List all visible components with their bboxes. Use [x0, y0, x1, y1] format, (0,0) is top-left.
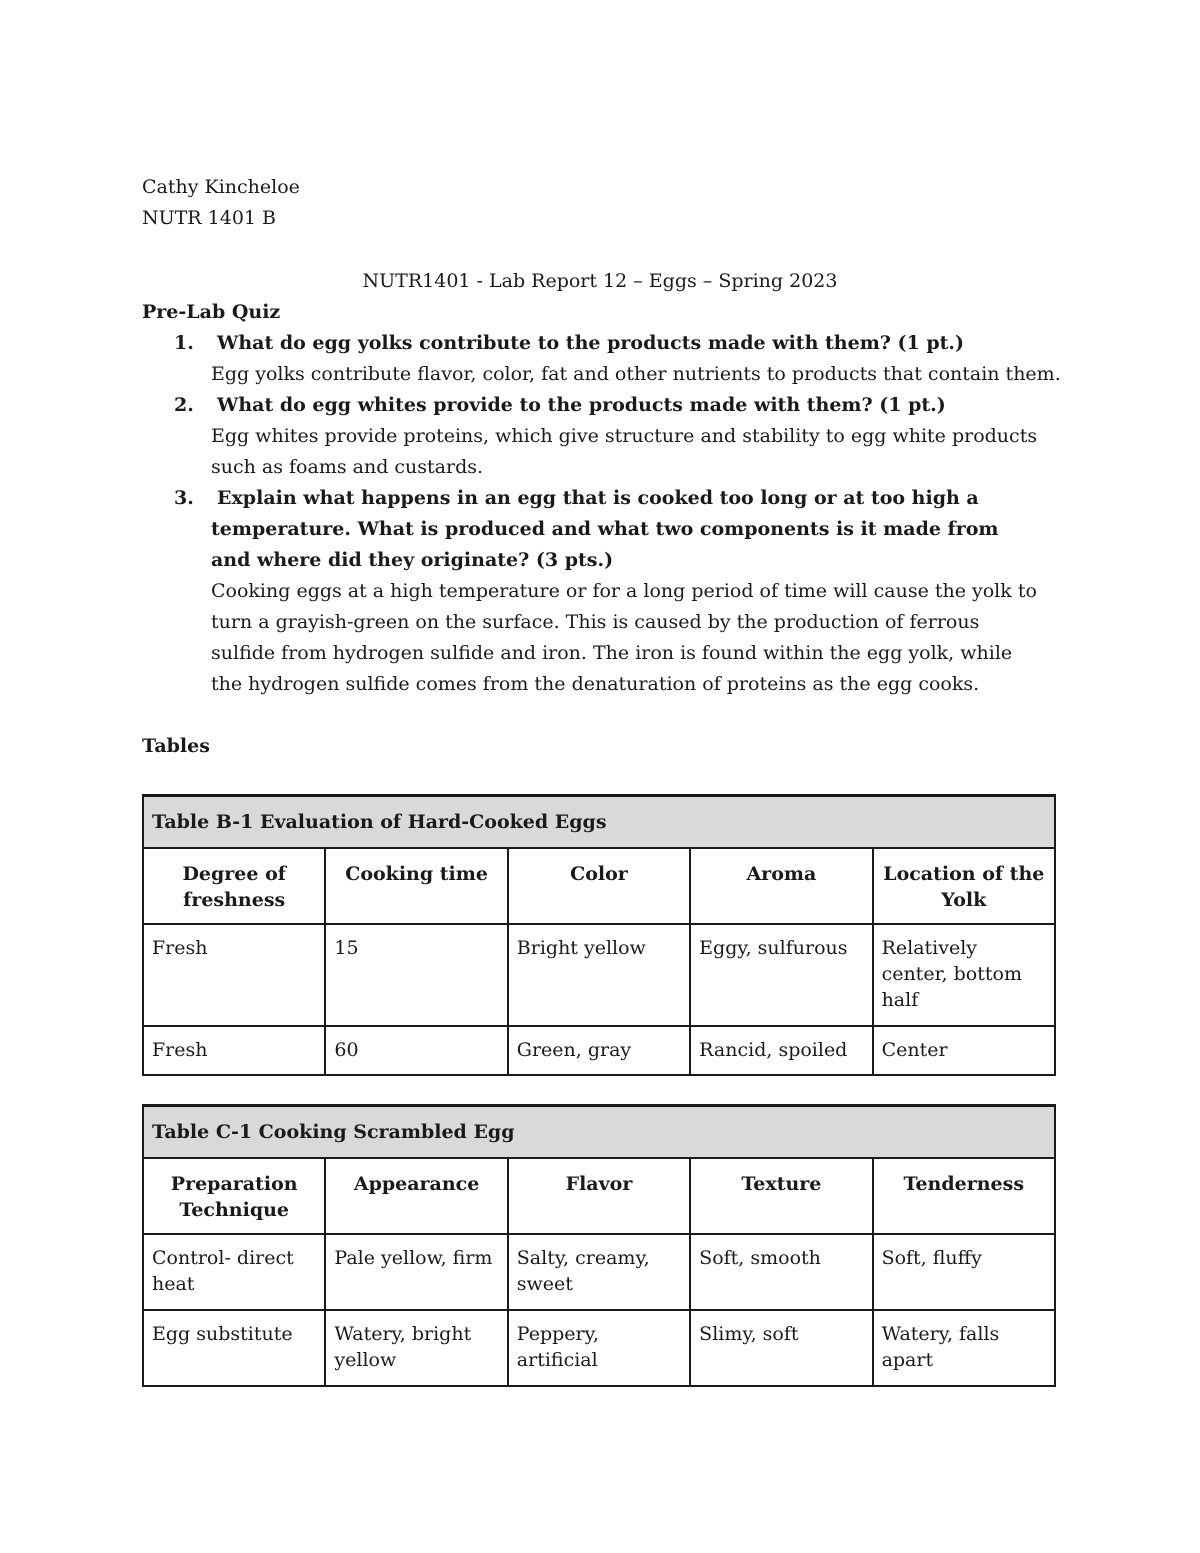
- question-1-label: What do egg yolks contribute to the products made with them? (1 pt.): [217, 332, 965, 354]
- tables-heading: Tables: [142, 735, 210, 757]
- table-cell: Pale yellow, firm: [325, 1234, 507, 1310]
- table-cell: Relatively center, bottom half: [873, 924, 1055, 1026]
- question-3-number: 3.: [174, 487, 194, 509]
- table-cell: Rancid, spoiled: [690, 1026, 872, 1075]
- table-cell: Fresh: [143, 1026, 325, 1075]
- table-cell: Egg substitute: [143, 1310, 325, 1386]
- table-cell: Center: [873, 1026, 1055, 1075]
- table-b1-header: Color: [508, 848, 690, 924]
- table-cell: Fresh: [143, 924, 325, 1026]
- question-1-text: [211, 328, 1071, 359]
- answer-1-text: Egg yolks contribute flavor, color, fat and other nutrients to products that contain them.: [211, 363, 1061, 385]
- table-c1-header: Texture: [690, 1158, 872, 1234]
- question-1-number: 1.: [174, 332, 194, 354]
- table-b1: [142, 794, 1056, 1076]
- table-cell: Salty, creamy, sweet: [508, 1234, 690, 1310]
- table-row: [143, 1234, 1055, 1310]
- table-cell: Eggy, sulfurous: [690, 924, 872, 1026]
- table-row: [143, 1310, 1055, 1386]
- table-cell: Peppery, artificial: [508, 1310, 690, 1386]
- table-c1: [142, 1104, 1056, 1387]
- table-cell: Control- direct heat: [143, 1234, 325, 1310]
- question-2-label: What do egg whites provide to the products made with them? (1 pt.): [217, 394, 946, 416]
- student-name: Cathy Kincheloe: [142, 176, 300, 198]
- prelab-heading: Pre-Lab Quiz: [142, 301, 281, 323]
- table-row: [143, 1026, 1055, 1075]
- table-b1-header: Cooking time: [325, 848, 507, 924]
- table-cell: Green, gray: [508, 1026, 690, 1075]
- table-row: [143, 924, 1055, 1026]
- table-b1-header: Location of the Yolk: [873, 848, 1055, 924]
- table-b1-header: Aroma: [690, 848, 872, 924]
- question-3-label: Explain what happens in an egg that is cooked too long or at too high a temperature. What is produced and what two components is it made from and where did they originate? (3 pts.): [211, 487, 999, 571]
- table-cell: Bright yellow: [508, 924, 690, 1026]
- table-c1-header: Flavor: [508, 1158, 690, 1234]
- question-3-text: [211, 483, 1011, 576]
- table-cell: 15: [325, 924, 507, 1026]
- table-b1-caption: Table B-1 Evaluation of Hard-Cooked Eggs: [143, 796, 1055, 849]
- question-2-text: [211, 390, 1071, 421]
- table-cell: Slimy, soft: [690, 1310, 872, 1386]
- table-c1-caption: Table C-1 Cooking Scrambled Egg: [143, 1106, 1055, 1159]
- table-b1-header: Degree of freshness: [143, 848, 325, 924]
- table-cell: Soft, smooth: [690, 1234, 872, 1310]
- table-c1-header: Appearance: [325, 1158, 507, 1234]
- course-code: NUTR 1401 B: [142, 207, 277, 229]
- table-cell: Soft, fluffy: [873, 1234, 1055, 1310]
- answer-3-text: Cooking eggs at a high temperature or for a long period of time will cause the yolk to turn a grayish-green on the surface. This is caused by the production of ferrous sulfide from hydrogen sulfide and iron. The iron is found within the egg yolk, while the hydrogen sulfide comes from the denaturation of proteins as the egg cooks.: [211, 580, 1037, 695]
- table-c1-header: Tenderness: [873, 1158, 1055, 1234]
- document-title: NUTR1401 - Lab Report 12 – Eggs – Spring 2023: [362, 270, 838, 292]
- question-2-number: 2.: [174, 394, 194, 416]
- table-c1-header: Preparation Technique: [143, 1158, 325, 1234]
- table-cell: Watery, bright yellow: [325, 1310, 507, 1386]
- table-cell: 60: [325, 1026, 507, 1075]
- answer-2-text: Egg whites provide proteins, which give structure and stability to egg white products such as foams and custards.: [211, 425, 1038, 478]
- table-cell: Watery, falls apart: [873, 1310, 1055, 1386]
